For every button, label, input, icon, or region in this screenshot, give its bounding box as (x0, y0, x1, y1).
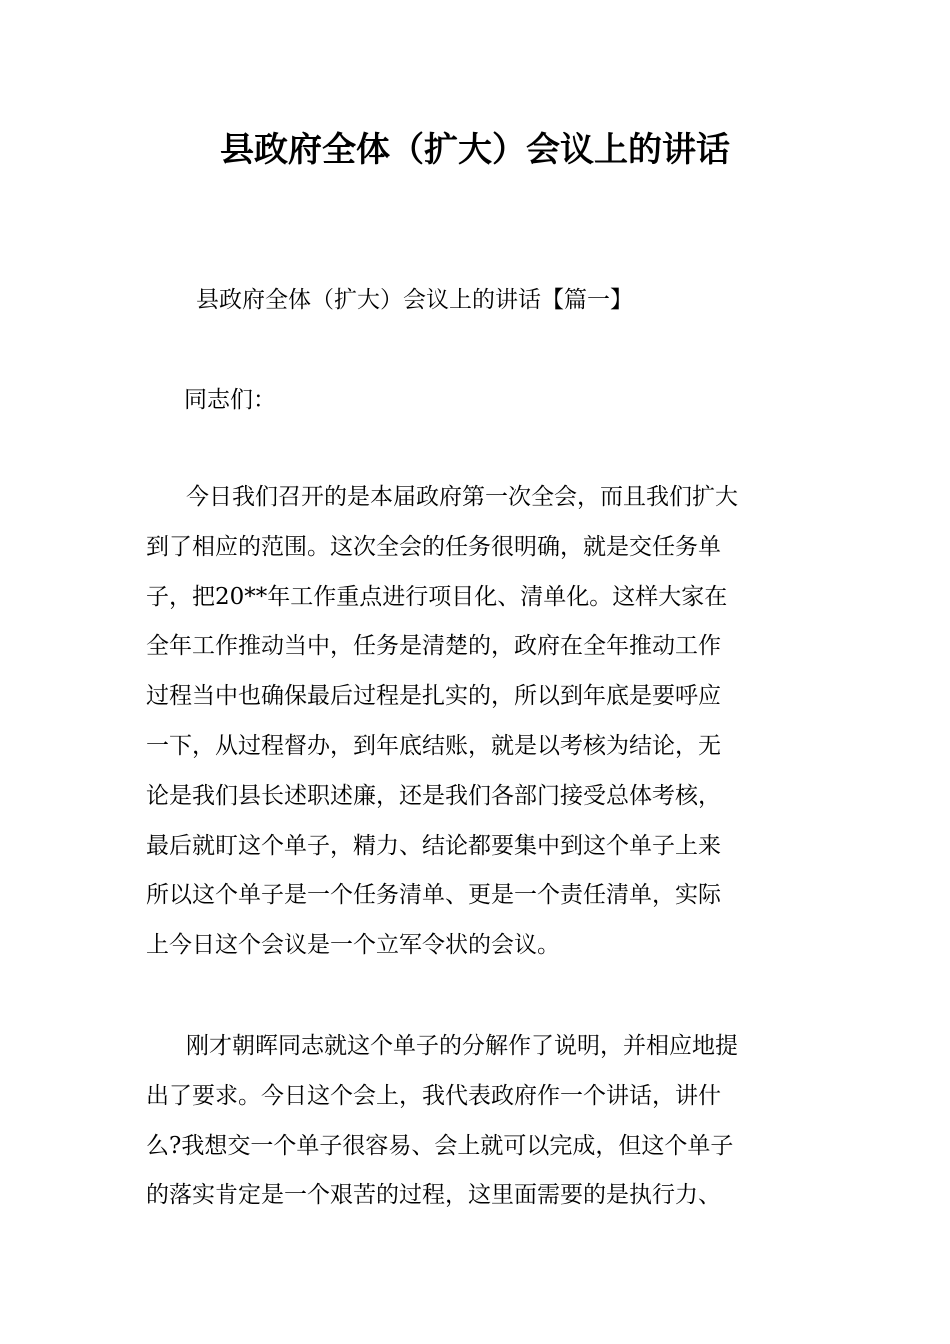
paragraph-line: 出了要求。今日这个会上，我代表政府作一个讲话，讲什 (146, 1082, 721, 1109)
document-subtitle: 县政府全体（扩大）会议上的讲话【篇一】 (196, 287, 633, 313)
paragraph-line: 过程当中也确保最后过程是扎实的，所以到年底是要呼应 (146, 683, 721, 710)
paragraph-line: 一下，从过程督办，到年底结账，就是以考核为结论，无 (146, 732, 721, 759)
paragraph-line: 到了相应的范围。这次全会的任务很明确，就是交任务单 (146, 533, 721, 560)
paragraph-1 (146, 473, 810, 971)
paragraph-line: 的落实肯定是一个艰苦的过程，这里面需要的是执行力、 (146, 1182, 721, 1209)
document-title: 县政府全体（扩大）会议上的讲话 (220, 130, 730, 170)
salutation: 同志们： (184, 387, 276, 413)
paragraph-line: 最后就盯这个单子，精力、结论都要集中到这个单子上来 (146, 832, 721, 859)
paragraph-line: 刚才朝晖同志就这个单子的分解作了说明，并相应地提 (186, 1033, 738, 1059)
paragraph-line: 今日我们召开的是本届政府第一次全会，而且我们扩大 (186, 484, 738, 510)
paragraph-line: 么?我想交一个单子很容易、会上就可以完成，但这个单子 (146, 1132, 734, 1159)
paragraph-line: 论是我们县长述职述廉，还是我们各部门接受总体考核， (146, 782, 721, 809)
paragraph-2 (146, 1022, 810, 1221)
paragraph-line: 全年工作推动当中，任务是清楚的，政府在全年推动工作 (146, 633, 721, 660)
paragraph-line: 上今日这个会议是一个立军令状的会议。 (146, 932, 560, 959)
paragraph-line: 所以这个单子是一个任务清单、更是一个责任清单，实际 (146, 882, 721, 909)
paragraph-line: 子，把20**年工作重点进行项目化、清单化。这样大家在 (146, 583, 728, 610)
